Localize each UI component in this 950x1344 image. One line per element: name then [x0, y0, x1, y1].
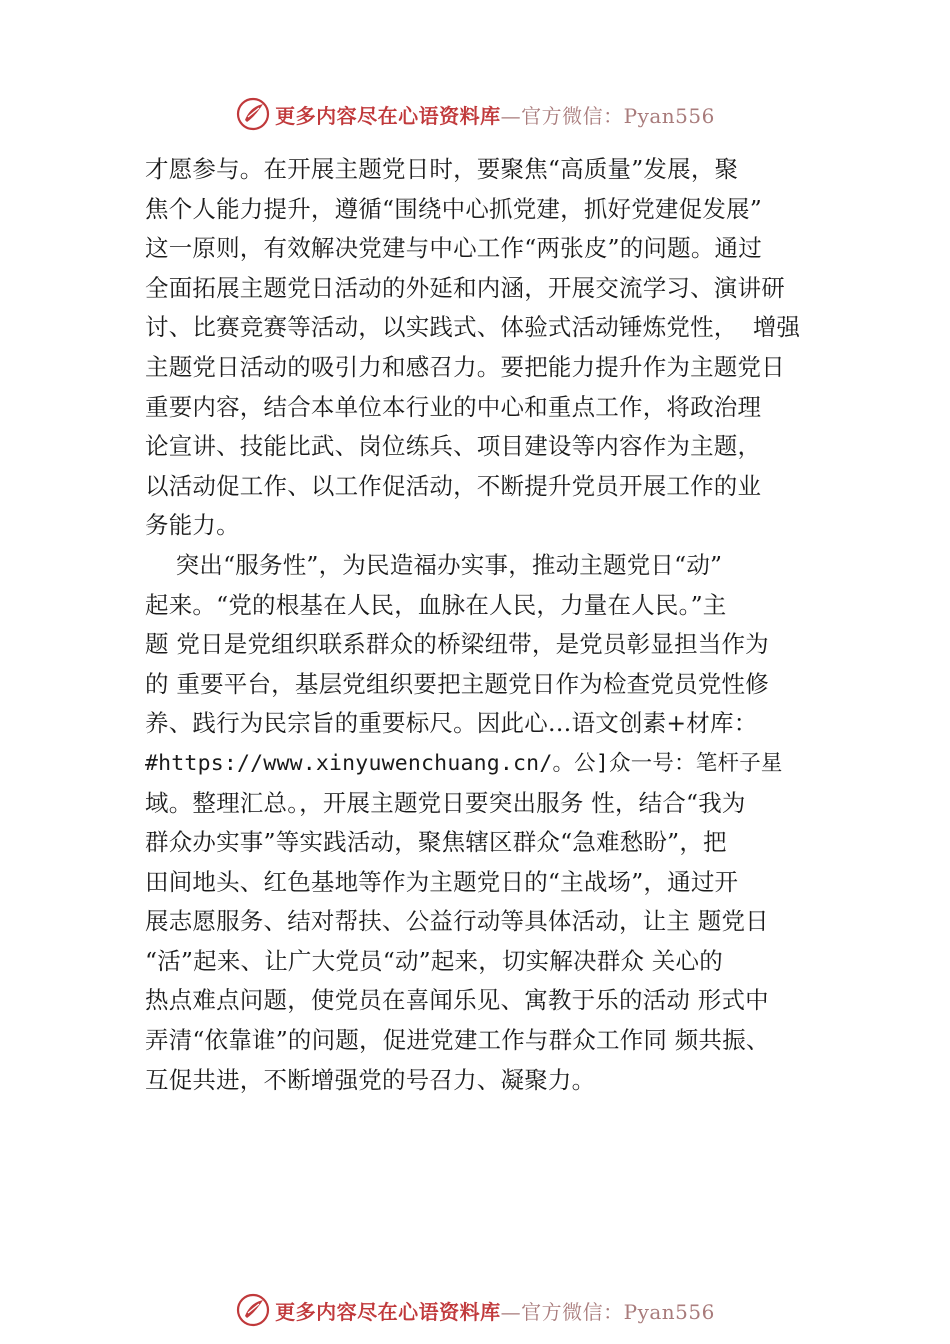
body-line: 焦个人能力提升，遵循“围绕中心抓党建，抓好党建促发展” [145, 194, 762, 223]
body-line: 田间地头、红色基地等作为主题党日的“主战场”，通过开 [145, 867, 739, 896]
body-line: 题 党日是党组织联系群众的桥梁纽带，是党员彰显担当作为 [145, 630, 769, 659]
body-line: 弄清“依靠谁”的问题，促进党建工作与群众工作同 频共振、 [145, 1026, 770, 1055]
body-line: 务能力。 [145, 511, 240, 540]
body-line: 全面拓展主题党日活动的外延和内涵，开展交流学习、演讲研 [145, 273, 785, 302]
body-line: 展志愿服务、结对帮扶、公益行动等具体活动，让主 题党日 [145, 907, 769, 936]
body-line-url: #https://www.xinyuwenchuang.cn/。公]众一号：笔杆子星 [145, 750, 783, 776]
header-wechat-label: —官方微信：Pyan556 [500, 103, 715, 128]
body-line: 才愿参与。在开展主题党日时，要聚焦“高质量”发展，聚 [145, 155, 739, 183]
body-line: “活”起来、让广大党员“动”起来，切实解决群众 关心的 [145, 946, 723, 975]
body-line: 重要内容，结合本单位本行业的中心和重点工作，将政治理 [145, 392, 762, 421]
header-brand-label: 更多内容尽在心语资料库 [275, 103, 501, 128]
body-line: 养、践行为民宗旨的重要标尺。因此心…语文创素+材库： [145, 709, 758, 738]
body-line: 讨、比赛竞赛等活动，以实践式、体验式活动锤炼党性， 增强 [145, 313, 801, 342]
footer-brand-text [275, 1296, 715, 1325]
body-line: 以活动促工作、以工作促活动，不断提升党员开展工作的业 [145, 471, 762, 500]
footer-banner [0, 1290, 950, 1330]
body-line: 论宣讲、技能比武、岗位练兵、项目建设等内容作为主题， [145, 432, 762, 461]
body-line: 的 重要平台，基层党组织要把主题党日作为检查党员党性修 [145, 669, 769, 698]
footer-brand-label: 更多内容尽在心语资料库 [275, 1299, 501, 1324]
body-line: 这一原则，有效解决党建与中心工作“两张皮”的问题。通过 [145, 234, 762, 263]
brand-logo-icon [235, 1292, 271, 1328]
body-line: 互促共进，不断增强党的号召力、凝聚力。 [145, 1065, 596, 1094]
body-line: 热点难点问题，使党员在喜闻乐见、寓教于乐的活动 形式中 [145, 986, 769, 1015]
footer-wechat-label: —官方微信：Pyan556 [500, 1299, 715, 1324]
body-line: 域。整理汇总。，开展主题党日要突出服务 性，结合“我为 [145, 788, 746, 817]
body-line: 突出“服务性”，为民造福办实事，推动主题党日“动” [145, 550, 723, 579]
body-line: 群众办实事”等实践活动，聚焦辖区群众“急难愁盼”，把 [145, 828, 727, 857]
header-brand-text [275, 100, 715, 129]
header-banner [0, 94, 950, 134]
brand-logo-icon [235, 96, 271, 132]
body-line: 起来。“党的根基在人民，血脉在人民，力量在人民。”主 [145, 590, 727, 619]
document-body [145, 150, 845, 1100]
body-line: 主题党日活动的吸引力和感召力。要把能力提升作为主题党日 [145, 352, 785, 381]
